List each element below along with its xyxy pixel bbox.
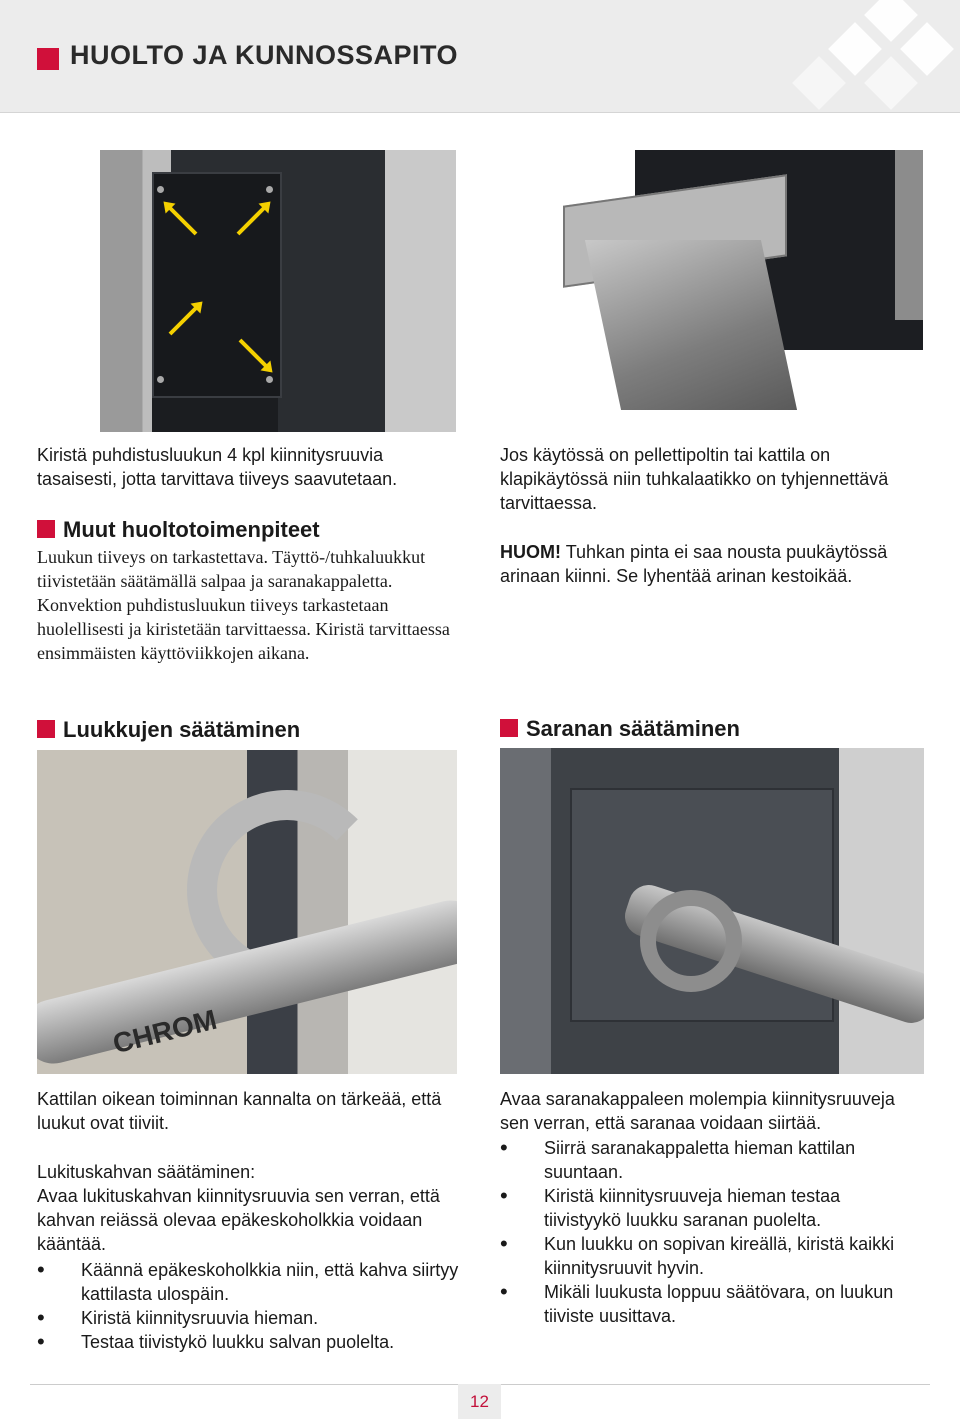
ash-tray [585, 240, 797, 410]
boiler-rim [895, 150, 923, 320]
bolt [157, 186, 164, 193]
header-diamond-decoration [864, 56, 918, 110]
handle-wrench-photo [37, 750, 457, 1074]
list-item: • Käännä epäkeskoholkkia niin, että kahva siirtyy kattilasta ulospäin. [37, 1258, 462, 1306]
bolt [157, 376, 164, 383]
heading-accent-square [37, 520, 55, 538]
huom-label: HUOM! [500, 542, 561, 562]
list-item: • Kun luukku on sopivan kireällä, kiristä kaikki kiinnitysruuvit hyvin. [500, 1232, 910, 1280]
doors-paragraph-2: Avaa lukituskahvan kiinnitysruuvia sen verran, että kahvan reiässä olevaa epäkeskoholkkia voidaan kääntää. [37, 1186, 440, 1254]
ash-drawer-photo [545, 150, 923, 432]
list-item: • Testaa tiivistykö luukku salvan puolelta. [37, 1330, 462, 1354]
section-heading-hinge: Saranan säätäminen [500, 716, 740, 742]
huom-note [500, 540, 925, 588]
header-diamond-decoration [828, 22, 882, 76]
doors-bullet-list [37, 1258, 462, 1354]
ash-drawer-paragraph: Jos käytössä on pellettipoltin tai kattila on klapikäytössä niin tuhkalaatikko on tyhjennettävä tarvittaessa. [500, 445, 889, 513]
page-number: 12 [458, 1384, 501, 1419]
header-diamond-decoration [900, 22, 954, 76]
header-accent-square [37, 48, 59, 70]
doors-paragraph-1: Kattilan oikean toiminnan kannalta on tärkeää, että luukut ovat tiiviit. [37, 1089, 442, 1133]
huom-text: Tuhkan pinta ei saa nousta puukäytössä arinaan kiinni. Se lyhentää arinan kestoikää. [500, 542, 888, 586]
page-title: HUOLTO JA KUNNOSSAPITO [70, 40, 459, 70]
heading-accent-square [37, 720, 55, 738]
page-header [0, 0, 960, 113]
hatch-caption: Kiristä puhdistusluukun 4 kpl kiinnitysruuvia tasaisesti, jotta tarvittava tiiveys saavutetaan. [37, 445, 398, 489]
doors-subheading: Lukituskahvan säätäminen: [37, 1162, 256, 1182]
hatch-lower-panel [152, 398, 278, 432]
hinge-paragraph: Avaa saranakappaleen molempia kiinnitysruuveja sen verran, että saranaa voidaan siirtää. [500, 1089, 895, 1133]
section-heading-maintenance: Muut huoltotoimenpiteet [37, 517, 320, 543]
header-diamond-decoration [864, 0, 918, 42]
bolt [266, 186, 273, 193]
list-item: • Kiristä kiinnitysruuveja hieman testaa tiivistyykö luukku saranan puolelta. [500, 1184, 910, 1232]
section-heading-doors: Luukkujen säätäminen [37, 717, 300, 743]
hinge-wrench-photo [500, 748, 924, 1074]
hinge-bullet-list [500, 1136, 910, 1328]
wrench-label: CHROM [109, 1003, 220, 1060]
cleaning-hatch-photo [100, 150, 456, 432]
maintenance-body: Luukun tiiveys on tarkastettava. Täyttö-/tuhkaluukkut tiivistetään säätämällä salpaa ja saranakappaletta. Konvektion puhdistusluukun tiiveys tarkastetaan huolellisesti ja kiristetään tarvittaessa. Kiristä tarvittaessa ensimmäisten käyttöviikkojen aikana. [37, 547, 450, 663]
header-diamond-decoration [792, 56, 846, 110]
wrench-ring [640, 890, 742, 992]
list-item: • Kiristä kiinnitysruuvia hieman. [37, 1306, 462, 1330]
list-item: • Mikäli luukusta loppuu säätövara, on luukun tiiviste uusittava. [500, 1280, 910, 1328]
list-item: • Siirrä saranakappaletta hieman kattilan suuntaan. [500, 1136, 910, 1184]
heading-accent-square [500, 719, 518, 737]
